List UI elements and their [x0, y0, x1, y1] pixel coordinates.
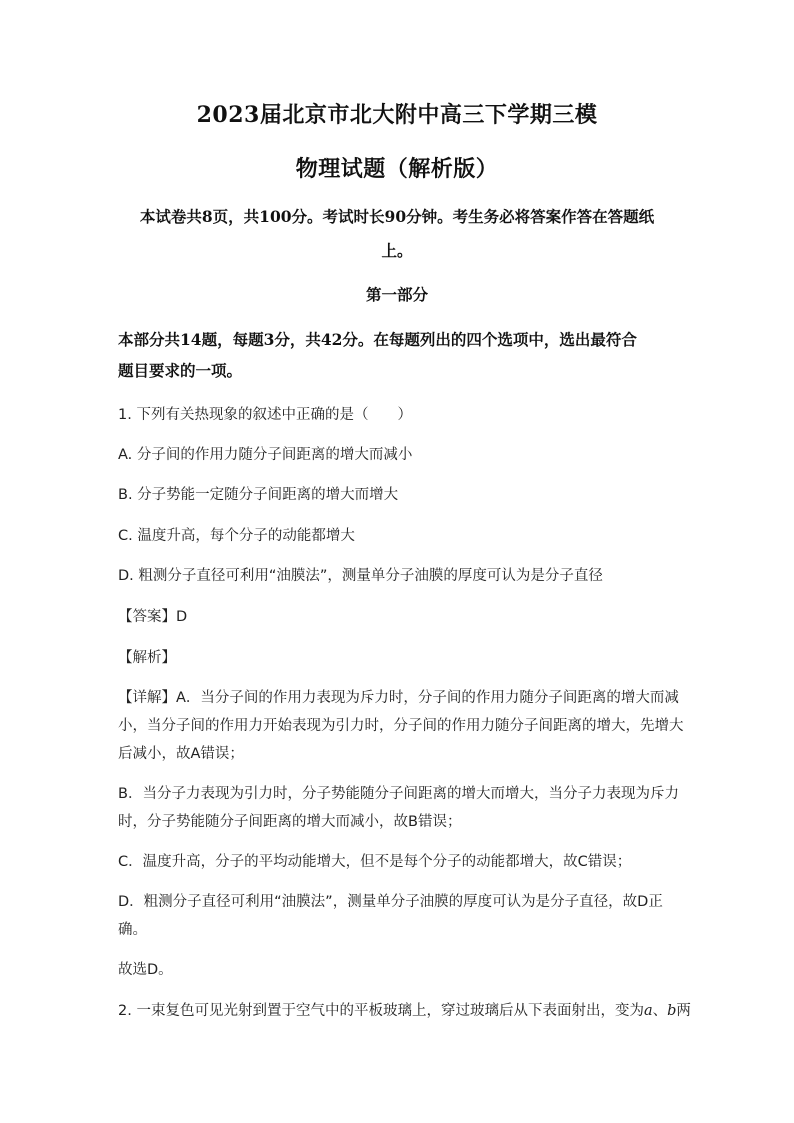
detail-d-line-1: D．粗测分子直径可利用“油膜法”，测量单分子油膜的厚度可认为是分子直径，故D正 — [118, 894, 663, 910]
exam-intro-line-2: 上。 — [381, 241, 413, 260]
variable-b: b — [667, 1003, 677, 1019]
detail-a-text-1: A．当分子间的作用力表现为斥力时，分子间的作用力随分子间距离的增大而减 — [176, 690, 679, 706]
part-description-line-2: 题目要求的一项。 — [118, 361, 243, 380]
detail-d-line-2: 确。 — [118, 922, 147, 938]
question-2-stem-end: 两 — [676, 1003, 691, 1019]
document-title: 2023届北京市北大附中高三下学期三模 — [196, 102, 598, 128]
question-1-option-d: D. 粗测分子直径可利用“油膜法”，测量单分子油膜的厚度可认为是分子直径 — [118, 568, 603, 584]
detail-a-line-2: 小，当分子间的作用力开始表现为引力时，分子间的作用力随分子间距离的增大，先增大 — [118, 718, 684, 734]
analysis-label: 【解析】 — [118, 650, 176, 666]
detail-b-line-1: B．当分子力表现为引力时，分子势能随分子间距离的增大而增大，当分子力表现为斥力 — [118, 786, 679, 802]
exam-intro-line-1: 本试卷共8页，共100分。考试时长90分钟。考生务必将答案作答在答题纸 — [139, 207, 655, 226]
document-subtitle: 物理试题（解析版） — [295, 156, 499, 182]
detail-a-line-3: 后减小，故A错误； — [118, 746, 244, 762]
detail-a-line-1 — [118, 686, 679, 707]
variable-a: a — [643, 1003, 653, 1019]
question-1-stem: 1. 下列有关热现象的叙述中正确的是（ ） — [118, 407, 412, 423]
detail-b-line-2: 时，分子势能随分子间距离的增大而减小，故B错误； — [118, 814, 462, 830]
question-2-stem-start: 2. 一束复色可见光射到置于空气中的平板玻璃上，穿过玻璃后从下表面射出，变为 — [118, 1003, 644, 1019]
answer-line — [118, 605, 676, 626]
answer-value: D — [176, 609, 188, 625]
question-1-option-b: B. 分子势能一定随分子间距离的增大而增大 — [118, 487, 399, 503]
detail-c-line-1: C．温度升高，分子的平均动能增大，但不是每个分子的动能都增大，故C错误； — [118, 854, 632, 870]
question-1-option-c: C. 温度升高，每个分子的动能都增大 — [118, 528, 355, 544]
part-description-line-1: 本部分共14题，每题3分，共42分。在每题列出的四个选项中，选出最符合 — [118, 330, 637, 349]
question-1-option-a: A. 分子间的作用力随分子间距离的增大而减小 — [118, 447, 413, 463]
question-2-separator: 、 — [652, 1003, 668, 1019]
detail-label: 【详解】 — [118, 690, 176, 706]
answer-label: 【答案】 — [118, 609, 176, 625]
question-2-stem — [118, 999, 691, 1020]
conclusion-line: 故选D。 — [118, 962, 173, 978]
part-heading: 第一部分 — [365, 285, 428, 304]
